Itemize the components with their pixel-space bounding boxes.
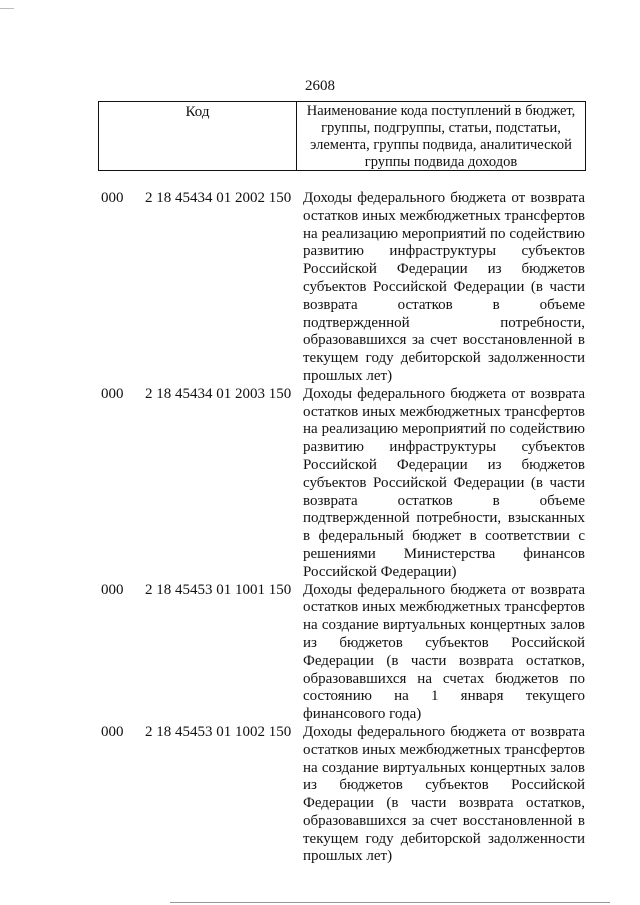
income-description: Доходы федерального бюджета от возврата остатков иных межбюджетных трансфертов на создание виртуальных концертных залов из бюджетов субъектов Российской Федерации (в части возврата остатков, образовавшихся на счетах бюджетов по состоянию на 1 января текущего финансового года) <box>303 581 585 723</box>
table-header <box>98 101 586 171</box>
scan-bottom-edge <box>170 902 610 903</box>
income-code: 2 18 45453 01 1001 150 <box>145 581 292 598</box>
income-code: 2 18 45434 01 2003 150 <box>145 385 292 402</box>
table-row <box>0 724 640 866</box>
income-description: Доходы федерального бюджета от возврата остатков иных межбюджетных трансфертов на реализацию мероприятий по содействию развитию инфраструктуры субъектов Российской Федерации из бюджетов субъектов Российской Федерации (в части возврата остатков в объеме подтвержденной потребности, образовавшихся за счет восстановленной в текущем году дебиторской задолженности прошлых лет) <box>303 190 585 384</box>
header-name-label: Наименование кода поступлений в бюджет, группы, подгруппы, статьи, подстатьи, элемента, группы подвида, аналитической группы подвида доходов <box>306 103 576 170</box>
income-description: Доходы федерального бюджета от возврата остатков иных межбюджетных трансфертов на реализацию мероприятий по содействию развитию инфраструктуры субъектов Российской Федерации из бюджетов субъектов Российской Федерации (в части возврата остатков в объеме подтвержденной потребности, взысканных в федеральный бюджет в соответствии с решениями Министерства финансов Российской Федерации) <box>303 385 585 580</box>
income-code: 2 18 45434 01 2002 150 <box>145 190 292 206</box>
income-description: Доходы федерального бюджета от возврата остатков иных межбюджетных трансфертов на создание виртуальных концертных залов из бюджетов субъектов Российской Федерации (в части возврата остатков, образовавшихся за счет восстановленной в текущем году дебиторской задолженности прошлых лет) <box>303 723 585 865</box>
income-code: 2 18 45453 01 1002 150 <box>145 723 292 740</box>
table-row <box>0 190 640 386</box>
table-body <box>0 190 640 866</box>
scan-artifact <box>0 8 14 9</box>
table-row <box>0 386 640 582</box>
header-code-label: Код <box>99 102 297 170</box>
admin-code: 000 <box>101 723 124 740</box>
admin-code: 000 <box>101 190 124 206</box>
page-number: 2608 <box>305 78 335 94</box>
admin-code: 000 <box>101 385 124 402</box>
table-row <box>0 582 640 724</box>
admin-code: 000 <box>101 581 124 598</box>
